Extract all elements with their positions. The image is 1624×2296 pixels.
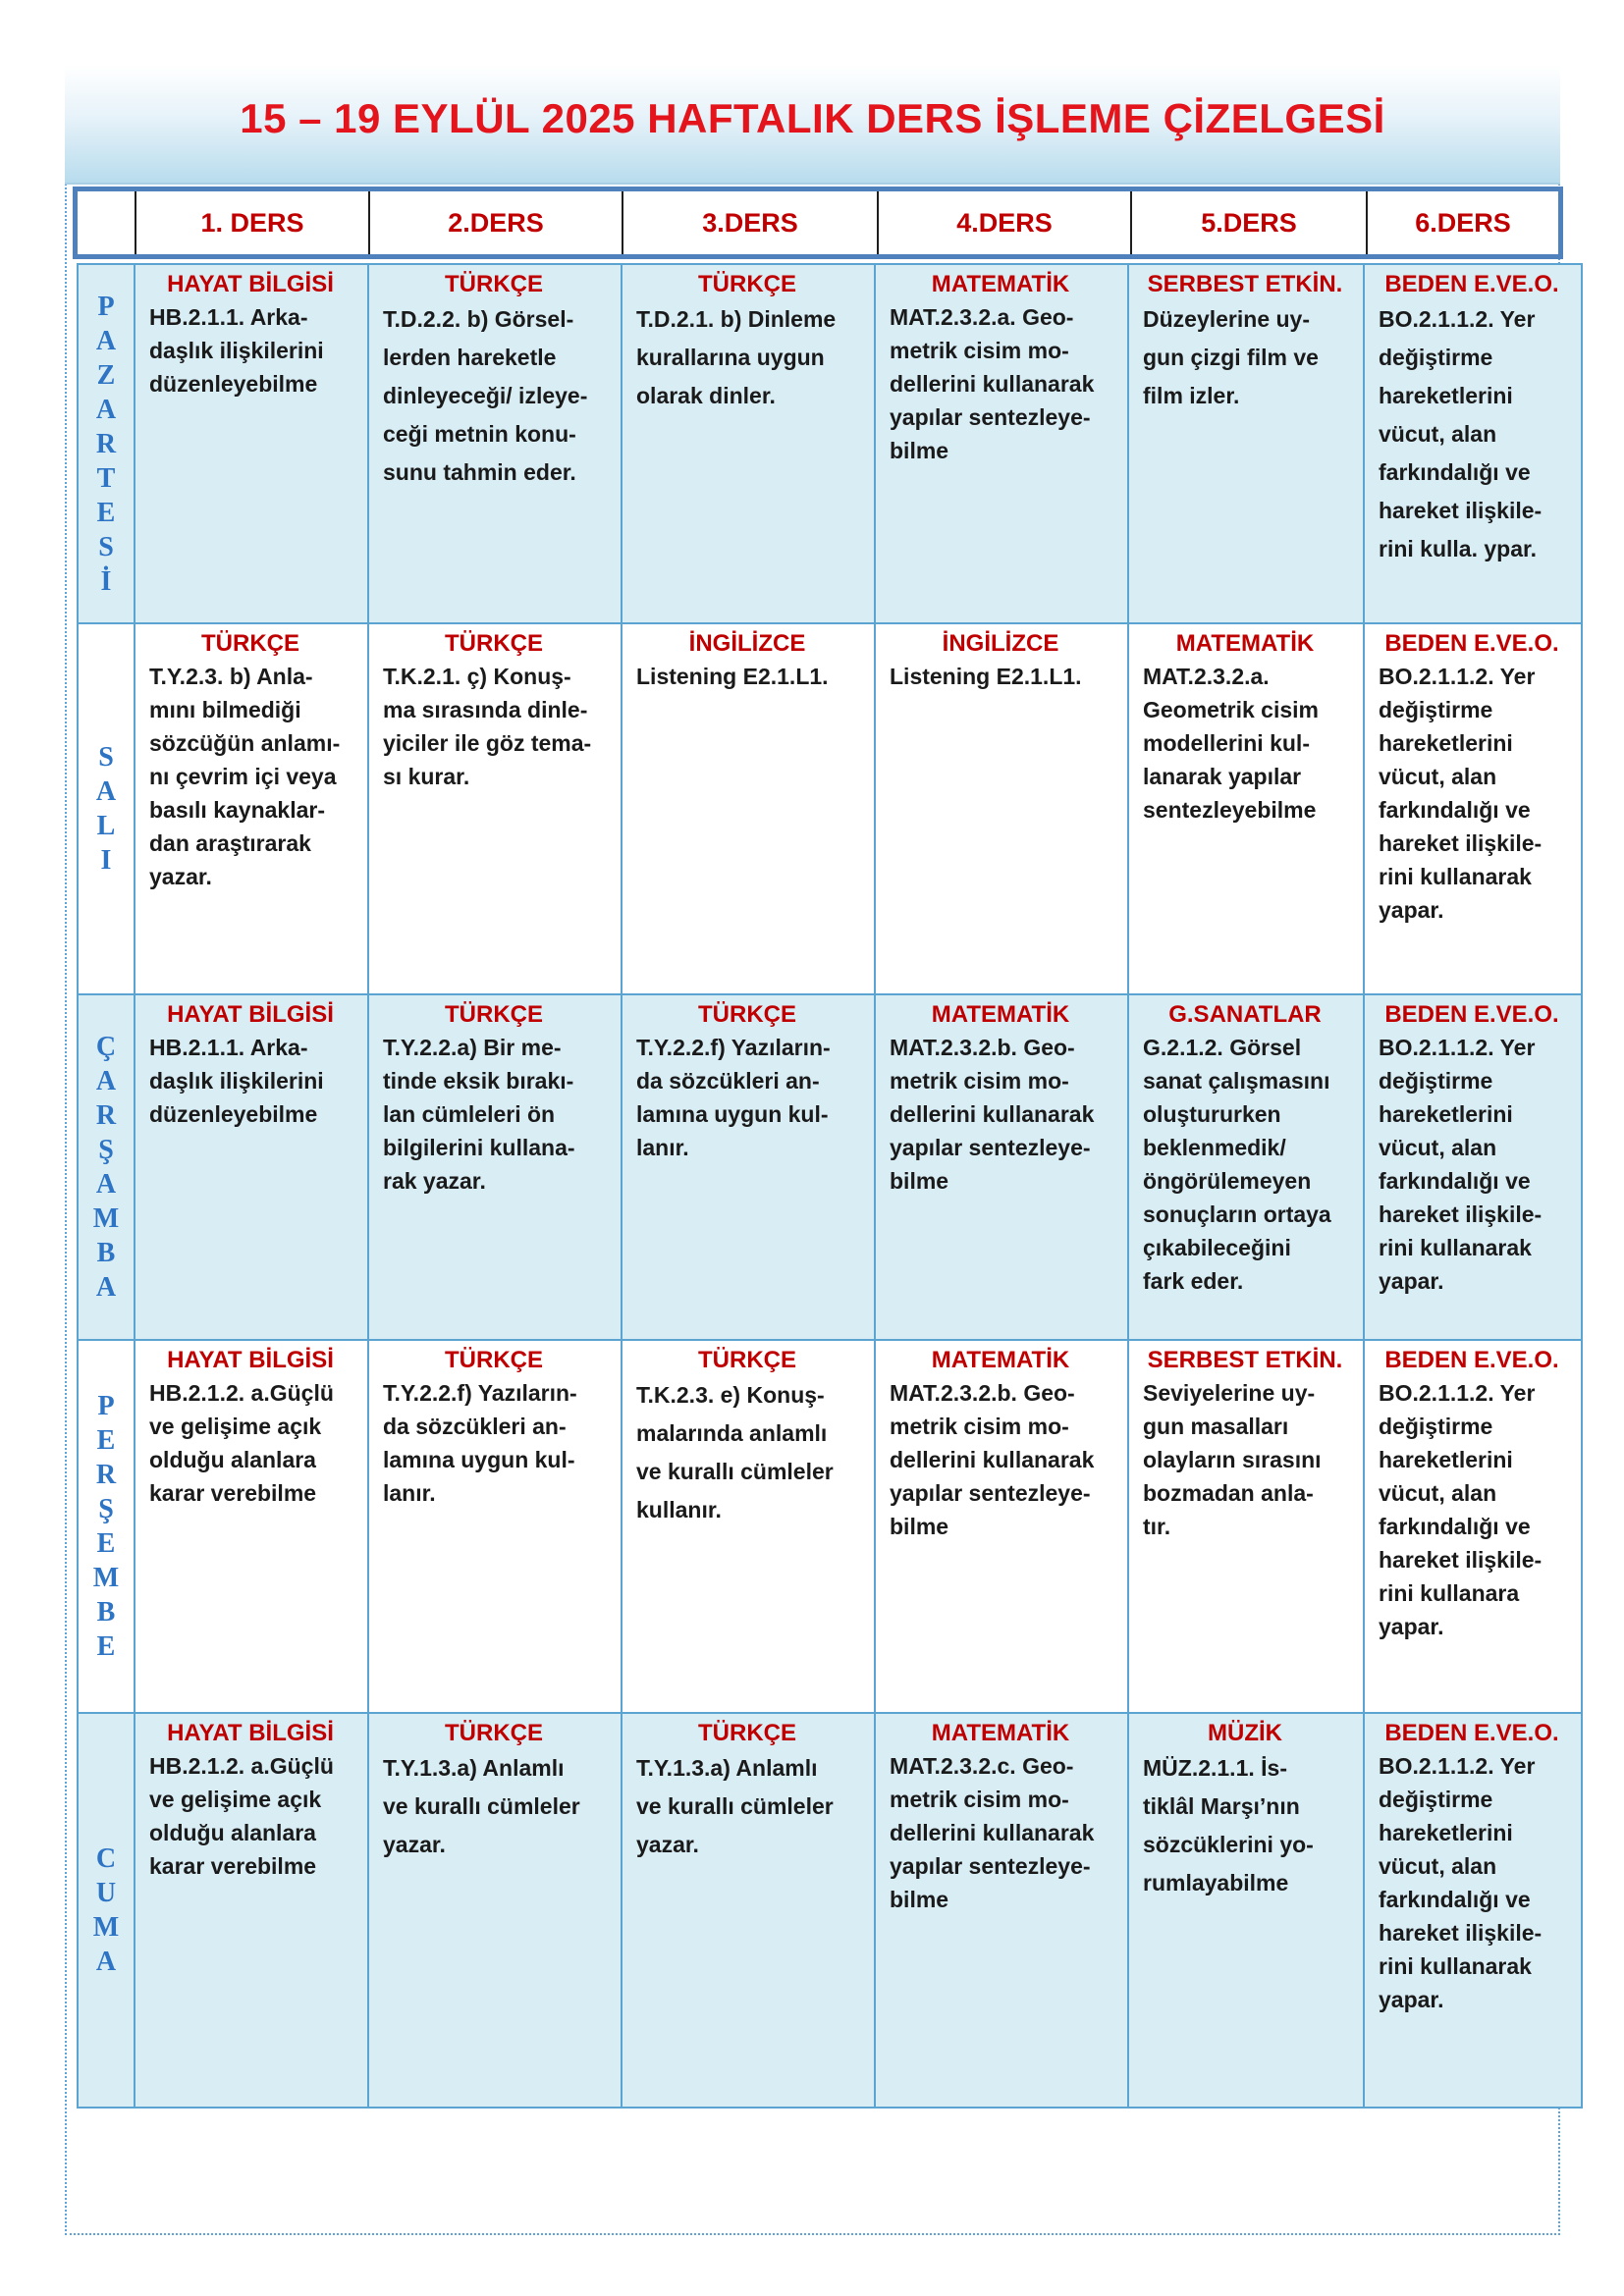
day-letter: R <box>95 1460 117 1490</box>
lesson-cell <box>623 265 876 622</box>
objective-text: Seviyelerine uy- gun masalları olayların sırasını bozmadan anla- tır. <box>1143 1380 1322 1539</box>
day-letter: I <box>100 845 112 876</box>
day-letter: Ç <box>95 1032 117 1062</box>
day-label <box>79 1714 135 2107</box>
subject-label: G.SANATLAR <box>1168 1001 1322 1028</box>
day-letter: T <box>96 462 116 494</box>
objective-text: HB.2.1.2. a.Güçlü ve gelişime açık olduğu alanlara karar verebilme <box>149 1380 334 1506</box>
objective-text: HB.2.1.2. a.Güçlü ve gelişime açık olduğu alanlara karar verebilme <box>149 1753 334 1879</box>
header-lesson-4: 4.DERS <box>879 191 1132 254</box>
day-letter: S <box>98 531 114 562</box>
day-letter: S <box>98 742 114 773</box>
subject-label: HAYAT BİLGİSİ <box>167 1347 334 1373</box>
schedule-grid <box>77 263 1583 2109</box>
day-letter: İ <box>100 565 112 597</box>
lesson-cell <box>369 995 623 1339</box>
lesson-cell <box>623 1714 876 2107</box>
day-letter: E <box>96 1528 116 1559</box>
lesson-header-row <box>73 187 1563 259</box>
objective-text: BO.2.1.1.2. Yer değiştirme hareketlerini vücut, alan farkındalığı ve hareket ilişkile- rini kulla. ypar. <box>1379 306 1543 561</box>
subject-label: TÜRKÇE <box>698 1347 796 1373</box>
day-letter: B <box>96 1597 116 1628</box>
lesson-cell <box>369 1714 623 2107</box>
subject-label: MATEMATİK <box>1175 630 1315 657</box>
subject-label: İNGİLİZCE <box>942 630 1059 657</box>
subject-label: TÜRKÇE <box>698 1001 796 1028</box>
subject-label: İNGİLİZCE <box>688 630 806 657</box>
day-letter: M <box>92 1912 120 1943</box>
lesson-cell <box>369 265 623 622</box>
subject-label: MATEMATİK <box>931 1001 1070 1028</box>
subject-label: TÜRKÇE <box>445 1001 543 1028</box>
lesson-cell <box>1129 1714 1365 2107</box>
objective-text: MAT.2.3.2.b. Geo- metrik cisim mo- dellerini kullanarak yapılar sentezleye- bilme <box>890 1035 1095 1194</box>
lesson-cell <box>135 995 369 1339</box>
day-letter: A <box>95 1066 117 1096</box>
objective-text: BO.2.1.1.2. Yer değiştirme hareketlerini vücut, alan farkındalığı ve hareket ilişkile- rini kullanarak yapar. <box>1379 1753 1543 2012</box>
lesson-cell <box>1129 1341 1365 1712</box>
day-letter: A <box>95 1272 117 1303</box>
subject-label: HAYAT BİLGİSİ <box>167 271 334 297</box>
subject-label: TÜRKÇE <box>445 630 543 657</box>
day-letter: E <box>96 1631 116 1662</box>
subject-label: SERBEST ETKİN. <box>1147 1347 1343 1373</box>
day-row <box>79 265 1581 624</box>
lesson-cell <box>623 624 876 993</box>
day-letter: M <box>92 1563 120 1593</box>
subject-label: TÜRKÇE <box>445 1720 543 1746</box>
header-lesson-1: 1. DERS <box>136 191 370 254</box>
subject-label: TÜRKÇE <box>201 630 299 657</box>
objective-text: HB.2.1.1. Arka- daşlık ilişkilerini düzenleyebilme <box>149 1035 324 1127</box>
objective-text: T.D.2.1. b) Dinleme kurallarına uygun olarak dinler. <box>636 306 837 408</box>
lesson-cell <box>876 1714 1129 2107</box>
day-letter: L <box>96 811 116 841</box>
day-row <box>79 1714 1581 2107</box>
objective-text: MÜZ.2.1.1. İs- tiklâl Marşı’nın sözcüklerini yo- rumlayabilme <box>1143 1755 1314 1896</box>
day-letter: R <box>95 428 117 459</box>
subject-label: BEDEN E.VE.O. <box>1384 1001 1559 1028</box>
lesson-cell <box>1129 624 1365 993</box>
lesson-cell <box>1129 265 1365 622</box>
objective-text: Listening E2.1.L1. <box>890 664 1082 689</box>
day-row <box>79 1341 1581 1714</box>
day-label <box>79 1341 135 1712</box>
day-letter: A <box>95 1947 117 1977</box>
day-letter: A <box>95 394 117 425</box>
lesson-cell <box>1365 995 1581 1339</box>
day-letter: C <box>95 1843 117 1874</box>
objective-text: T.Y.2.3. b) Anla- mını bilmediği sözcüğün anlamı- nı çevrim içi veya basılı kaynaklar- dan araştırarak yazar. <box>149 664 341 889</box>
header-lesson-5: 5.DERS <box>1132 191 1368 254</box>
objective-text: MAT.2.3.2.a. Geometrik cisim modellerini kul- lanarak yapılar sentezleyebilme <box>1143 664 1319 823</box>
day-letter: A <box>95 325 117 356</box>
objective-text: T.Y.1.3.a) Anlamlı ve kurallı cümleler yazar. <box>636 1755 834 1857</box>
objective-text: T.Y.2.2.a) Bir me- tinde eksik bırakı- lan cümleleri ön bilgilerini kullana- rak yazar. <box>383 1035 575 1194</box>
day-letter: E <box>96 1425 116 1456</box>
lesson-cell <box>369 624 623 993</box>
objective-text: G.2.1.2. Görsel sanat çalışmasını oluştururken beklenmedik/ öngörülemeyen sonuçların ortaya çıkabileceğini fark eder. <box>1143 1035 1331 1294</box>
day-letter: U <box>95 1878 117 1908</box>
header-corner <box>78 191 136 254</box>
objective-text: T.D.2.2. b) Görsel- lerden hareketle dinleyeceği/ izleye- ceği metnin konu- sunu tahmin eder. <box>383 306 588 485</box>
subject-label: SERBEST ETKİN. <box>1147 271 1343 297</box>
subject-label: MATEMATİK <box>931 1720 1070 1746</box>
objective-text: Düzeylerine uy- gun çizgi film ve film izler. <box>1143 306 1319 408</box>
lesson-cell <box>1365 624 1581 993</box>
day-letter: Ş <box>98 1494 114 1524</box>
header-lesson-2: 2.DERS <box>370 191 623 254</box>
day-letter: Z <box>96 359 116 391</box>
lesson-cell <box>135 1714 369 2107</box>
subject-label: BEDEN E.VE.O. <box>1384 271 1559 297</box>
lesson-cell <box>1129 995 1365 1339</box>
header-lesson-6: 6.DERS <box>1415 207 1511 238</box>
subject-label: BEDEN E.VE.O. <box>1384 1347 1559 1373</box>
subject-label: TÜRKÇE <box>698 1720 796 1746</box>
lesson-cell <box>135 1341 369 1712</box>
subject-label: HAYAT BİLGİSİ <box>167 1720 334 1746</box>
day-letter: E <box>96 497 116 528</box>
subject-label: HAYAT BİLGİSİ <box>167 1001 334 1028</box>
lesson-cell <box>876 995 1129 1339</box>
lesson-cell <box>1365 1714 1581 2107</box>
subject-label: BEDEN E.VE.O. <box>1384 630 1559 657</box>
lesson-cell <box>876 624 1129 993</box>
day-letter: M <box>92 1203 120 1234</box>
objective-text: Listening E2.1.L1. <box>636 664 829 689</box>
objective-text: T.Y.2.2.f) Yazıların- da sözcükleri an- lamına uygun kul- lanır. <box>636 1035 831 1160</box>
page-title: 15 – 19 EYLÜL 2025 HAFTALIK DERS İŞLEME ÇİZELGESİ <box>240 95 1385 141</box>
subject-label: MÜZİK <box>1208 1720 1282 1746</box>
objective-text: MAT.2.3.2.a. Geo- metrik cisim mo- dellerini kullanarak yapılar sentezleye- bilme <box>890 304 1095 463</box>
day-letter: P <box>97 1391 115 1421</box>
objective-text: MAT.2.3.2.b. Geo- metrik cisim mo- dellerini kullanarak yapılar sentezleye- bilme <box>890 1380 1095 1539</box>
lesson-cell <box>623 1341 876 1712</box>
subject-label: MATEMATİK <box>931 271 1070 297</box>
objective-text: T.Y.2.2.f) Yazıların- da sözcükleri an- lamına uygun kul- lanır. <box>383 1380 577 1506</box>
day-label <box>79 995 135 1339</box>
objective-text: BO.2.1.1.2. Yer değiştirme hareketlerini vücut, alan farkındalığı ve hareket ilişkile- rini kullanara yapar. <box>1379 1380 1543 1639</box>
lesson-cell <box>135 265 369 622</box>
lesson-cell <box>876 265 1129 622</box>
day-letter: P <box>97 291 115 322</box>
day-row <box>79 995 1581 1341</box>
day-letter: A <box>95 1169 117 1200</box>
objective-text: T.K.2.3. e) Konuş- malarında anlamlı ve kurallı cümleler kullanır. <box>636 1382 834 1522</box>
subject-label: MATEMATİK <box>931 1347 1070 1373</box>
day-letter: Ş <box>98 1135 114 1165</box>
lesson-cell <box>876 1341 1129 1712</box>
objective-text: T.K.2.1. ç) Konuş- ma sırasında dinle- yiciler ile göz tema- sı kurar. <box>383 664 592 789</box>
objective-text: BO.2.1.1.2. Yer değiştirme hareketlerini vücut, alan farkındalığı ve hareket ilişkile- rini kullanarak yapar. <box>1379 664 1543 923</box>
lesson-cell <box>369 1341 623 1712</box>
lesson-cell <box>135 624 369 993</box>
title-bar <box>65 65 1560 185</box>
header-lesson-3: 3.DERS <box>623 191 879 254</box>
subject-label: TÜRKÇE <box>445 1347 543 1373</box>
lesson-cell <box>623 995 876 1339</box>
subject-label: BEDEN E.VE.O. <box>1384 1720 1559 1746</box>
lesson-cell <box>1365 1341 1581 1712</box>
day-label <box>79 624 135 993</box>
day-row <box>79 624 1581 995</box>
lesson-cell <box>1365 265 1581 622</box>
day-letter: R <box>95 1100 117 1131</box>
objective-text: T.Y.1.3.a) Anlamlı ve kurallı cümleler yazar. <box>383 1755 580 1857</box>
subject-label: TÜRKÇE <box>698 271 796 297</box>
objective-text: BO.2.1.1.2. Yer değiştirme hareketlerini vücut, alan farkındalığı ve hareket ilişkile- rini kullanarak yapar. <box>1379 1035 1543 1294</box>
day-letter: B <box>96 1238 116 1268</box>
day-label <box>79 265 135 622</box>
subject-label: TÜRKÇE <box>445 271 543 297</box>
day-letter: A <box>95 776 117 807</box>
objective-text: MAT.2.3.2.c. Geo- metrik cisim mo- dellerini kullanarak yapılar sentezleye- bilme <box>890 1753 1095 1912</box>
objective-text: HB.2.1.1. Arka- daşlık ilişkilerini düzenleyebilme <box>149 304 324 397</box>
